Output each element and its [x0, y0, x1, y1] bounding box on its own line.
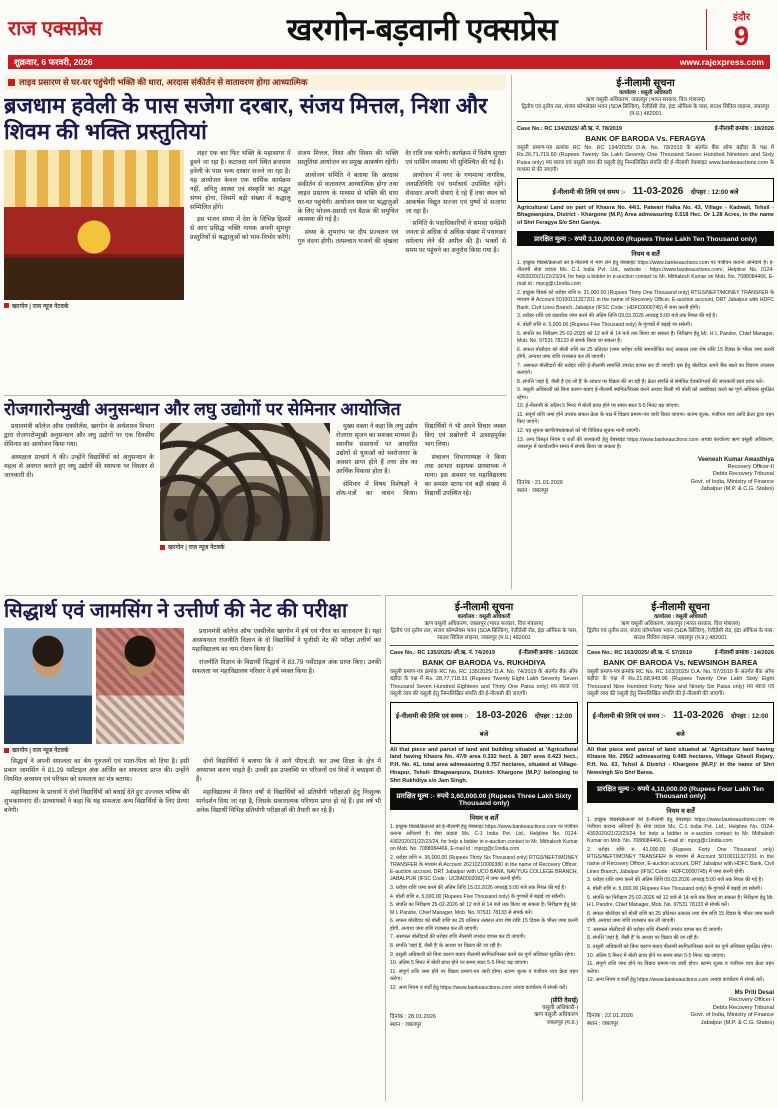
- signatory-line: (प्रीति देसाई): [550, 997, 578, 1004]
- auction-date-label: ई-नीलामी की तिथि एवं समय :-: [552, 188, 626, 196]
- seminar-paragraph: संचालन विभागाध्यक्ष ने किया तथा आभार सहायक प्राध्यापक ने माना। इस अवसर पर महाविद्यालय का समस्त स्टाफ एवं बड़ी संख्या में विद्यार्थी उपस्थित रहे।: [424, 453, 506, 497]
- signatory-line: Recovery Officer-I: [729, 997, 774, 1004]
- term-item: 1. इच्छुक बिडर्स/क्रेताओं को ई-नीलामी हेतु वेबसाइट https://www.bankeauctions.com पर पंजीयन कराना अनिवार्य है। सेवा प्रदाता Ms. C-1 India Pvt. Ltd., Helpline No. 0124-4302020/21/22/23/24, for help a bidder in e-auction contact to Mr. Mithalesh Kumar on Mob. No. 7088084466, E-mail id : mpcg@c1india.com: [390, 824, 578, 852]
- auction-date-label: ई-नीलामी की तिथि एवं समय :-: [592, 712, 666, 720]
- paper-logo: राज एक्सप्रेस: [8, 17, 103, 40]
- reserve-label: प्रारक्षित मूल्य :- रुपये: [534, 235, 587, 243]
- signatory-line: Ms Priti Desai: [734, 990, 774, 997]
- case-number: Case No.: RC 134/2025/ औ.ऋ. नं. 78/2019: [517, 125, 623, 132]
- caption-bullet-icon: [4, 303, 9, 308]
- terms-title: नियम व शर्तें: [469, 815, 499, 823]
- net-photo-pair: [4, 628, 186, 744]
- term-item: 3. धरोहर राशि जमा करने की अंतिम तिथि 09.03.2026 अपराह्न 5:00 बजे तक नियत की गई है।: [587, 877, 764, 884]
- signatory-line: Recovery Officer-II: [727, 463, 774, 470]
- property-description: Agricultural Land on part of Khasra No. 44/1, Patwari Halka No. 43, Village - Kadwali, Tehsil - Bhagwanpura, District - Khargone (M.P.) Area admeasuring 0.518 Hec. Or 1.28 Acres, in the name of Shri Feragya S/o Shri Ganiya.: [517, 204, 774, 227]
- terms-title: नियम व शर्तें: [666, 807, 695, 815]
- reserve-words: (Rupees Three Lakh Sixty Thousand only): [458, 793, 572, 808]
- lead-paragraph: संध्या के शुभारंभ पर दीप प्रज्वलन एवं गुरु वंदना होगी। तत्पश्चात भजनों की श्रृंखला देर रात्रि तक चलेगी। कार्यक्रम में विशेष सुरक्षा एवं पार्किंग व्यवस्था भी सुनिश्चित की गई है।: [297, 149, 506, 246]
- reserve-price-bar: [390, 788, 578, 810]
- seminar-article: [4, 395, 506, 589]
- terms-title: नियम व शर्तें: [631, 250, 660, 258]
- auction-time: दोपहर : 12:00 बजे: [690, 188, 739, 196]
- term-item: 5. संपत्ति का निरीक्षण 25-02-2026 को 12 बजे से 14 बजे तक किया जा सकता है। निरीक्षण हेतु Mr. M L Pandre, Chief Manager, Mob. No. 97531 78133 से संपर्क करें।: [390, 902, 578, 916]
- reserve-words: (Rupees Four Lakh Ten Thousand only): [655, 785, 764, 800]
- caption-bullet-icon: [160, 545, 165, 550]
- lead-photo-block: [4, 150, 184, 310]
- auction-notice-1: [511, 75, 774, 589]
- newspaper-page: [0, 6, 778, 1108]
- notice-office-line: ऋण वसूली अधिकरण, जबलपुर (भारत सरकार, वित्त मंत्रालय): [621, 621, 740, 628]
- term-item: 2. इच्छुक बिडर्स को धरोहर राशि रु. 31,000.00 (Rupees Thirty One Thousand only) RTGS/NEFT/MONEY TRANSFER के माध्यम से Account 50100111327201 in the name of Recovery Officer, E-auction account, DRT Jabalpur with HDFC Bank, Civil Lines Branch, Jabalpur (IFSC Code : HDFC0000745) में जमा करनी होगी।: [517, 290, 774, 311]
- net-headline: सिद्धार्थ एवं जामसिंग ने उत्तीर्ण की नेट की परीक्षा: [4, 600, 348, 622]
- term-item: 8. संपत्ति 'जहां है, जैसी है' के आधार पर विक्रय की जा रही है।: [587, 935, 699, 942]
- case-number: Case No.: RC 163/2025/ औ.ऋ. नं. 57/2019: [587, 649, 693, 656]
- lead-photo: [4, 150, 184, 300]
- term-item: 5. संपत्ति का निरीक्षण 25-02-2026 को 12 बजे से 14 बजे तक किया जा सकता है। निरीक्षण हेतु Mr. H L Pandre, Chief Manager, Mob. No. 97531 78133 से संपर्क करें।: [587, 894, 774, 908]
- signatory-line: Veenesh Kumar Awasthiya: [697, 456, 774, 463]
- signatory-line: Debts Recovery Tribunal: [712, 471, 774, 478]
- term-item: 9. वसूली अधिकारी को बिना कारण बताए नीलामी स्थगित/निरस्त करने का पूर्ण अधिकार सुरक्षित रहेगा।: [587, 944, 773, 950]
- page-content: [4, 69, 774, 1103]
- seminar-photo-caption: [160, 543, 330, 551]
- kicker-bullet-icon: [8, 79, 15, 86]
- lead-body-text: [190, 150, 506, 310]
- seminar-photo-block: [160, 423, 330, 551]
- notice-office-block: [517, 90, 774, 122]
- case-number: Case No.: RC 135/2025/ औ.ऋ. नं. 74/2019: [390, 649, 496, 656]
- student-portrait-1: [4, 628, 92, 744]
- term-item: 2. धरोहर राशि रु. 36,000.00 (Rupees Thirty Six Thousand only) RTGS/NEFT/MONEY TRANSFER के माध्यम से Account 26210210000380 in the name of Recovery Officer, E-auction account, DRT Jabalpur with UCO BANK, NAVYUG COLLEGE BRANCH, JABALPUR (IFSC Code : UCBA0002082) में जमा करनी होगी।: [390, 854, 578, 883]
- auction-date: 11-03-2026: [672, 709, 724, 721]
- auction-date-box: [587, 702, 774, 744]
- term-item: 3. धरोहर राशि एवं दस्तावेज जमा करने की अंतिम तिथि 09.03.2026 अपराह्न 5:00 बजे तक नियत की गई है।: [517, 313, 718, 320]
- term-item: 10. ई-नीलामी के अंतिम 5 मिनट में बोली प्राप्त होने पर समय स्वतः 5-5 मिनट बढ़ जाएगा।: [517, 403, 680, 410]
- notice-office-line: कार्यालय : वसूली अधिकारी: [654, 614, 707, 620]
- term-item: 8. संपत्ति 'जहां है, जैसी है' के आधार पर विक्रय की जा रही है।: [390, 942, 502, 949]
- notice-date: दिनांक : 21.01.2026: [517, 479, 563, 486]
- lead-paragraph: समिति के पदाधिकारियों ने समस्त धर्मप्रेमी जनता से अधिक से अधिक संख्या में पधारकर धर्मलाभ लेने की अपील की है। भक्तों से समय पर पहुंचने का अनुरोध किया गया है।: [405, 220, 506, 255]
- term-item: 7. असफल बोलीदारों की धरोहर राशि ई-नीलामी समाप्ति उपरांत वापस कर दी जाएगी। इस हेतु बोलीदार अपने बैंक खाते का विवरण उपलब्ध कराएंगे।: [517, 362, 774, 376]
- net-photo-block: [4, 628, 186, 754]
- title-wrap: [138, 8, 706, 50]
- net-body-bottom: [4, 758, 381, 820]
- auction-number: ई-नीलामी क्रमांक : 18/2026: [714, 125, 774, 132]
- lead-caption-text: खरगोन | राज न्यूज नेटवर्क: [12, 303, 69, 310]
- page-title: खरगोन-बड़वानी एक्सप्रेस: [286, 12, 558, 47]
- signatory-line: Jabalpur (M.P. & C.G. States): [700, 486, 774, 493]
- lead-article: [4, 75, 506, 389]
- signatory-line: जबलपुर (म.प्र.): [546, 1019, 578, 1026]
- auction-notice-2: [385, 595, 578, 1101]
- net-paragraph: महाविद्यालय में विगत वर्षों से विद्यार्थियों को प्रतियोगी परीक्षाओं हेतु निःशुल्क मार्गदर्शन दिया जा रहा है, जिसके सकारात्मक परिणाम प्राप्त हो रहे हैं। इस वर्ष भी अनेक विद्यार्थी विभिन्न प्रतियोगी परीक्षाओं की तैयारी कर रहे हैं।: [196, 788, 381, 814]
- term-item: 10. अंतिम 5 मिनट में बोली प्राप्त होने पर समय स्वतः 5-5 मिनट बढ़ जाएगा।: [587, 952, 726, 959]
- term-item: 4. बोली राशि रु. 5,000.00 (Rupees Five Thousand only) के गुणकों में बढ़ाई जा सकेगी।: [517, 322, 692, 329]
- edition-name: इंदौर: [733, 11, 750, 23]
- auction-time: दोपहर : 12:00 बजे: [479, 712, 573, 738]
- net-paragraph: सिद्धार्थ ने अपनी सफलता का श्रेय गुरुजनों एवं माता-पिता को दिया है। इसी प्रकार जामसिंग ने 81.29 पर्सेंटाइल अंक अर्जित कर सफलता प्राप्त की। उन्होंने नियमित अध्ययन एवं परिश्रम को सफलता का मंत्र बताया।: [4, 758, 189, 783]
- notice-office-line: ऋण वसूली अधिकरण, जबलपुर (भारत सरकार, वित्त मंत्रालय): [424, 621, 544, 628]
- notice-case-row: [587, 648, 774, 656]
- notice-date-place: [517, 478, 563, 494]
- net-exam-article: [4, 595, 381, 1101]
- seminar-paragraph: अध्यक्षता प्राचार्य ने की। उन्होंने विद्यार्थियों को अनुसन्धान के महत्व से अवगत कराते हुए लघु उद्योगों की स्थापना पर विस्तार से जानकारी दी।: [4, 453, 154, 479]
- notice-footer: [517, 456, 774, 494]
- auction-number: ई-नीलामी क्रमांक : 16/2026: [518, 649, 578, 656]
- notice-office-line: ऋण वसूली अधिकरण, जबलपुर (भारत सरकार, वित्त मंत्रालय): [586, 97, 705, 104]
- signatory-line: Govt. of India, Ministry of Finance: [690, 1012, 774, 1019]
- notice-office-block: [587, 614, 774, 646]
- seminar-paragraph: प्रधानमंत्री कॉलेज ऑफ एक्सीलेंस, खरगोन के अर्थशास्त्र विभाग द्वारा रोजगारोन्मुखी अनुसन्धान और लघु उद्योगों पर एक दिवसीय सेमिनार का आयोजन किया गया।: [4, 423, 154, 448]
- net-photo-caption: [4, 746, 186, 754]
- notice-case-row: [390, 648, 578, 656]
- notice-title: ई-नीलामी सूचना: [651, 602, 710, 613]
- term-item: 9. वसूली अधिकारी को बिना कारण बताए नीलामी स्थगित/निरस्त करने का पूर्ण अधिकार सुरक्षित रहेगा।: [390, 951, 576, 958]
- property-description: All that piece and parcel of land situated at 'Agriculture land having Khasra No. 295/2 admeasuring 0.485 hectares, Village Gheoli Rojary, P.H. No. 63, Tehsil & District - Khargone (M.P.)' in the name of Shri Newsingh S/o Shri Barea.: [587, 746, 774, 776]
- lead-paragraph: आयोजन समिति ने बताया कि अरदास संकीर्तन से वातावरण आध्यात्मिक होगा तथा लाइव प्रसारण के माध्यम से भक्ति की धारा घर-घर पहुंचेगी। आयोजन स्थल पर श्रद्धालुओं के लिए भोजन-प्रसादी एवं बैठक की समुचित व्यवस्था की गई है।: [297, 171, 399, 224]
- term-item: 5. संपत्ति का निरीक्षण 25-02-2026 को 12 बजे से 14 बजे तक किया जा सकता है। निरीक्षण हेतु Mr. H L Pandre, Chief Manager, Mob. No. 97531 78133 से संपर्क किया जा सकता है।: [517, 330, 774, 344]
- reserve-price-bar: [587, 781, 774, 803]
- reserve-words: (Rupees Three Lakh Ten Thousand only): [625, 235, 757, 243]
- auction-date-label: ई-नीलामी की तिथि एवं समय :-: [395, 712, 469, 720]
- net-paragraph: राजनीति विज्ञान के विद्यार्थी सिद्धार्थ ने 83.79 पर्सेंटाइल अंक प्राप्त किए। उनकी सफलता पर महाविद्यालय परिवार ने हर्ष व्यक्त किया है।: [192, 658, 381, 675]
- term-item: 7. असफल बोलीदारों की धरोहर राशि नीलामी उपरांत वापस कर दी जाएगी।: [587, 926, 723, 933]
- signatory-line: वसूली अधिकारी-I: [542, 1004, 578, 1011]
- net-paragraph: प्रधानमंत्री कॉलेज ऑफ एक्सीलेंस खरगोन में हर्ष एवं गौरव का वातावरण है। यहां अध्ययनरत राजनीति विज्ञान के दो विद्यार्थियों ने यूजीसी नेट की परीक्षा उत्तीर्ण कर महाविद्यालय का नाम रोशन किया है।: [192, 628, 381, 653]
- notice-place: स्थान : जबलपुर: [587, 1021, 619, 1028]
- lead-photo-caption: [4, 302, 184, 310]
- dateline-bar: [8, 55, 770, 69]
- lead-kicker: [4, 75, 506, 90]
- signatory-line: Jabalpur (M.P. & C.G. States): [700, 1019, 774, 1026]
- notice-office-line: कार्यालय : वसूली अधिकारी: [457, 614, 511, 620]
- reserve-price-bar: [517, 231, 774, 246]
- auction-notice-3: [582, 595, 774, 1101]
- auction-date: 18-03-2026: [476, 709, 528, 721]
- notice-date: दिनांक : 22.01.2026: [587, 1013, 633, 1020]
- term-item: 1. इच्छुक बिडर्स/क्रेताओं को ई-नीलामी में भाग लेने हेतु वेबसाइट https://www.bankeauctions.com पर पंजीयन कराना अनिवार्य है। ई-नीलामी सेवा प्रदाता Ms. C-1 India Pvt. Ltd., website : https://www.bankeauctions.com/, Helpline No. 0124-4302020/21/22/23/24, for help a bidder in e-auction contact to Mr. Mithalesh Kumar on Mob. No. 7088084466, E-mail id : mpcg@c1india.com: [517, 259, 774, 288]
- reserve-price: 3,10,000.00: [588, 235, 625, 243]
- signatory-block: [691, 456, 774, 494]
- lead-paragraph: इस भजन संध्या में देश के विभिन्न हिस्सों से आए प्रसिद्ध भक्ति गायक अपनी सुमधुर प्रस्तुतियों से श्रद्धालुओं को भाव-विभोर करेंगे। संजय मित्तल, निशा और शिवम की भक्ति प्रस्तुतियां आयोजन का प्रमुख आकर्षण रहेंगी।: [190, 149, 399, 242]
- term-item: 13. अन्य विस्तृत नियम व शर्तों की जानकारी हेतु वेबसाइट https://www.bankeauctions.com अथवा कार्यालय ऋण वसूली अधिकरण, जबलपुर में कार्यालयीन समय में संपर्क किया जा सकता है।: [517, 436, 774, 450]
- term-item: 11. संपूर्ण राशि जमा होने पर विक्रय प्रमाण-पत्र जारी होगा। स्टाम्प शुल्क व पंजीयन व्यय क्रेता वहन करेगा।: [390, 969, 578, 983]
- reserve-price: 3,60,000.00: [450, 793, 487, 801]
- term-item: 1. इच्छुक बिडर्स/क्रेताओं को ई-नीलामी हेतु वेबसाइट https://www.bankeauctions.com पर पंजीयन कराना अनिवार्य है। सेवा प्रदाता Ms. C-1 India Pvt. Ltd., Helpline No. 0124-4302020/21/22/23/24, for help a bidder in e-auction contact to Mr. Mithalesh Kumar on Mob. No. 7088084466, E-mail id : mpcg@c1india.com: [587, 816, 774, 845]
- notice-office-line: द्वितीय एवं तृतीय तल, संजय कॉम्प्लेक्स भवन (SDA बिल्डिंग), रेजीडेंसी रोड, इंद्रा ऑफिस के पास, साउथ सिविल लाइन्स, जबलपुर (म.प्र.) 482001: [521, 104, 770, 118]
- notice-place: स्थान : जबलपुर: [390, 1021, 422, 1028]
- term-item: 6. सफल बोलीदार को बोली राशि का 25 प्रतिशत (जमा धरोहर राशि समायोजित कर) तत्काल तथा शेष राशि 15 दिवस के भीतर जमा करनी होगी, अन्यथा जमा राशि राजसात कर ली जाएगी।: [517, 346, 774, 360]
- recovery-text: वसूली प्रमाण-पत्र क्रमांक RC No. RC 135/2025/ D.A. No. 74/2019 के अंतर्गत बैंक ऑफ बड़ौदा के पक्ष में Rs. 28,77,718.31 (Rupees Twenty Eight Lakh Seventy Seven Thousand Seven Hundred Eighteen and Thirty One Paisa only) मय ब्याज एवं वसूली व्यय की वसूली हेतु निम्नलिखित संपत्ति की ई-नीलामी की जाएगी।: [390, 668, 578, 698]
- term-item: 7. असफल बोलीदारों की धरोहर राशि नीलामी उपरांत वापस कर दी जाएगी।: [390, 934, 526, 941]
- auction-date: 11-03-2026: [632, 185, 684, 197]
- website-link[interactable]: www.rajexpress.com: [679, 57, 764, 67]
- notice-date: दिनांक : 28.01.2026: [390, 1013, 436, 1020]
- term-item: 12. यह सूचना ऋणी/बंधककर्ता को भी विधिवत सूचना मानी जाएगी।: [517, 427, 640, 434]
- auction-number: ई-नीलामी क्रमांक : 14/2026: [714, 649, 774, 656]
- lead-body-row: [4, 150, 506, 310]
- lead-paragraph: शहर एक बार फिर भक्ति के महासागर में डूबने जा रहा है। कटावदा मार्ग स्थित ब्रजधाम हवेली के पास भव्य दरबार सजने जा रहा है। यह आयोजन केवल एक धार्मिक कार्यक्रम नहीं, अपितु आस्था एवं संस्कृति का अद्भुत संगम होगा, जिसमें बड़ी संख्या में श्रद्धालु सम्मिलित होंगे।: [190, 149, 291, 211]
- reserve-price: 4,10,000.00: [651, 785, 687, 793]
- signatory-line: Govt. of India, Ministry of Finance: [690, 478, 774, 485]
- seminar-photo: [160, 423, 330, 541]
- signatory-line: Debts Recovery Tribunal: [712, 1004, 774, 1011]
- seminar-body-right: [336, 423, 506, 551]
- page-number: 9: [733, 20, 750, 51]
- terms-list: [390, 824, 578, 994]
- notice-title: ई-नीलामी सूचना: [616, 78, 675, 89]
- notice-title: ई-नीलामी सूचना: [454, 602, 514, 613]
- lead-headline: ब्रजधाम हवेली के पास सजेगा दरबार, संजय मित्तल, निशा और शिवम की भक्ति प्रस्तुतियां: [4, 93, 488, 144]
- student-portrait-2: [96, 628, 184, 744]
- bank-vs-title: BANK OF BARODA Vs. FERAGYA: [585, 133, 706, 143]
- term-item: 12. अन्य नियम व शर्तों हेतु https://www.bankeauctions.com अथवा कार्यालय में संपर्क करें।: [390, 985, 568, 992]
- term-item: 3. धरोहर राशि जमा करने की अंतिम तिथि 15.03.2026 अपराह्न 5:00 बजे तक नियत की गई है।: [390, 884, 567, 891]
- lead-kicker-text: लाइव प्रसारण से घर-घर पहुंचेगी भक्ति की धारा, अरदास संकीर्तन से वातावरण होगा आध्यात्मिक: [19, 77, 308, 87]
- signatory-block: [534, 997, 578, 1028]
- term-item: 4. बोली राशि रु. 5,000.00 (Rupees Five Thousand only) के गुणकों में बढ़ाई जा सकेगी।: [390, 893, 565, 900]
- recovery-text: वसूली प्रमाण-पत्र क्रमांक RC No. RC 134/2025/ D.A. No. 78/2019 के अंतर्गत बैंक ऑफ बड़ौदा के पक्ष में Rs.26,71,719.60 (Rupees Twenty Six Lakh Seventy One Thousand Seven Hundred Nineteen and Sixty Paisa only) मय ब्याज एवं वसूली व्यय की वसूली हेतु निम्नलिखित संपत्ति की ई-नीलामी वेबसाइट www.bankeauctions.com के माध्यम से की जाएगी।: [517, 144, 774, 174]
- term-item: 6. सफल बोलीदार को बोली राशि का 25 प्रतिशत तत्काल तथा शेष राशि 15 दिवस के भीतर जमा करनी होगी, अन्यथा जमा राशि राजसात कर ली जाएगी।: [587, 910, 774, 924]
- seminar-caption-text: खरगोन | राज न्यूज नेटवर्क: [168, 545, 225, 552]
- auction-date-box: [517, 178, 774, 202]
- notice-office-line: द्वितीय एवं तृतीय तल, संजय कॉम्प्लेक्स भवन (SDA बिल्डिंग), रेजीडेंसी रोड, इंद्रा ऑफिस के पास, साउथ सिविल लाइन्स, जबलपुर (म.प्र.) 482001: [390, 628, 578, 642]
- notice-date-place: [390, 1012, 436, 1028]
- notice-footer: [587, 989, 774, 1027]
- terms-list: [587, 817, 774, 987]
- lead-paragraph: आयोजन में नगर के गणमान्य नागरिक, जनप्रतिनिधि एवं धर्माचार्य उपस्थित रहेंगे। सेवादार अपनी सेवाएं दे रहे हैं तथा स्थल को आकर्षक विद्युत सज्जा एवं पुष्पों से सजाया जा रहा है।: [405, 171, 506, 215]
- notice-place: स्थान : जबलपुर: [517, 487, 549, 494]
- term-item: 9. वसूली अधिकारी को बिना कारण बताए ई-नीलामी स्थगित/निरस्त करने अथवा किसी भी बोली को अस्वीकार करने का पूर्ण अधिकार सुरक्षित रहेगा।: [517, 387, 774, 401]
- auction-date-box: [390, 702, 578, 744]
- seminar-body-left: [4, 423, 154, 551]
- net-paragraph: महाविद्यालय के प्राचार्य ने दोनों विद्यार्थियों को बधाई देते हुए उज्ज्वल भविष्य की शुभकामनाएं दीं। प्राध्यापकों ने कहा कि यह सफलता अन्य विद्यार्थियों के लिए प्रेरणा बनेगी।: [4, 788, 189, 814]
- caption-bullet-icon: [4, 748, 9, 753]
- seminar-body-row: [4, 423, 506, 551]
- property-description: All that piece and parcel of land and building situated at 'Agricultural land having Khasra No. 47/9 area 0.332 hect. & 38/7 area 0.423 hect., P.H. No. 41, total area admeasuring 0.757 hectares, situated at Village- Hirapur, Tehsil- Bhagwanpura, District- Khargone (M.P.)' belonging to Shri Rukhdiya s/o Jam Singh.: [390, 746, 578, 784]
- term-item: 2. धरोहर राशि रु. 41,000.00 (Rupees Forty One Thousand only) RTGS/NEFT/MONEY TRANSFER के माध्यम से Account 50100111327201 in the name of Recovery Officer, E-auction account, DRT Jabalpur with HDFC Bank, Civil Lines Branch, Jabalpur (IFSC Code : HDFC0000745) में जमा करनी होगी।: [587, 846, 774, 875]
- net-body-row: [4, 628, 381, 754]
- reserve-label: प्रारक्षित मूल्य :- रुपये: [396, 793, 449, 801]
- signatory-block: [691, 989, 774, 1027]
- reserve-label: प्रारक्षित मूल्य :- रुपये: [597, 785, 650, 793]
- notice-case-row: [517, 124, 774, 132]
- notice-date-place: [587, 1011, 633, 1027]
- bank-vs-title: BANK OF BARODA Vs. RUKHDIYA: [422, 657, 546, 667]
- net-caption-text: खरगोन | राज न्यूज नेटवर्क: [12, 748, 69, 754]
- issue-date: शुक्रवार, 6 फरवरी, 2026: [14, 56, 93, 67]
- net-body-side: [192, 628, 381, 754]
- masthead: [8, 6, 770, 52]
- seminar-paragraph: सेमिनार में विषय विशेषज्ञों ने शोध-पत्रों का वाचन किया। विद्यार्थियों ने भी अपने विचार व्यक्त किए एवं प्रश्नोत्तरी में उत्साहपूर्वक भाग लिया।: [336, 423, 506, 497]
- term-item: 4. बोली राशि रु. 5,000.00 (Rupees Five Thousand only) के गुणकों में बढ़ाई जा सकेगी।: [587, 885, 762, 892]
- term-item: 12. अन्य नियम व शर्तों हेतु https://www.bankeauctions.com अथवा कार्यालय में संपर्क करें।: [587, 977, 765, 984]
- bank-vs-title: BANK OF BARODA Vs. NEWSINGH BAREA: [603, 657, 758, 667]
- auction-time: दोपहर : 12:00 बजे: [676, 712, 769, 738]
- seminar-headline: रोजगारोन्मुखी अनुसन्धान और लघु उद्योगों पर सेमिनार आयोजित: [4, 399, 401, 419]
- term-item: 11. संपूर्ण राशि जमा होने उपरांत सफल क्रेता के पक्ष में विक्रय प्रमाण-पत्र जारी किया जाएगा। स्टाम्प शुल्क, पंजीयन व्यय आदि क्रेता द्वारा वहन किए जाएंगे।: [517, 411, 774, 426]
- notice-office-line: कार्यालय : वसूली अधिकारी: [619, 90, 672, 96]
- seminar-paragraph: मुख्य वक्ता ने कहा कि लघु उद्योग रोजगार सृजन का सशक्त माध्यम हैं। स्थानीय संसाधनों पर आधारित उद्योगों से युवाओं को स्वरोजगार के अवसर प्राप्त होते हैं तथा क्षेत्र का आर्थिक विकास होता है।: [336, 423, 418, 475]
- edition-box: [706, 9, 770, 50]
- notice-office-block: [390, 614, 578, 646]
- term-item: 6. सफल बोलीदार को बोली राशि का 25 प्रतिशत तत्काल तथा शेष राशि 15 दिवस के भीतर जमा करनी होगी, अन्यथा जमा राशि राजसात कर ली जाएगी।: [390, 918, 578, 932]
- net-paragraph: दोनों विद्यार्थियों ने बताया कि वे आगे पीएच.डी. कर उच्च शिक्षा के क्षेत्र में अध्यापन करना चाहते हैं। उनकी इस उपलब्धि पर परिजनों एवं मित्रों ने बधाइयां दी हैं।: [196, 758, 381, 783]
- term-item: 11. संपूर्ण राशि जमा होने पर विक्रय प्रमाण-पत्र जारी होगा। स्टाम्प शुल्क व पंजीयन व्यय क्रेता वहन करेगा।: [587, 961, 774, 975]
- term-item: 10. अंतिम 5 मिनट में बोली प्राप्त होने पर समय स्वतः 5-5 मिनट बढ़ जाएगा।: [390, 960, 529, 967]
- terms-list: [517, 260, 774, 453]
- notice-office-line: द्वितीय एवं तृतीय तल, संजय कॉम्प्लेक्स भवन (SDA बिल्डिंग), रेजीडेंसी रोड, इंद्रा ऑफिस के पास, साउथ सिविल लाइन्स, जबलपुर (म.प्र.) 482001: [587, 628, 774, 642]
- notice-footer: [390, 997, 578, 1028]
- recovery-text: वसूली प्रमाण-पत्र क्रमांक RC No. RC 163/2025/ D.A. No. 57/2019 के अंतर्गत बैंक ऑफ बड़ौदा के पक्ष में Rs.21,68,949.96 (Rupees Twenty One Lakh Sixty Eight Thousand Nine Hundred Forty Nine and Ninety Six Paisa only) मय ब्याज एवं वसूली व्यय की वसूली हेतु निम्नलिखित संपत्ति की ई-नीलामी की जाएगी।: [587, 668, 774, 698]
- signatory-line: ऋण वसूली अधिकरण: [534, 1012, 578, 1019]
- term-item: 8. संपत्ति 'जहां है, जैसी है एवं जो है' के आधार पर विक्रय की जा रही है। क्रेता संपत्ति से संबंधित देयकों/भारों की जानकारी स्वयं प्राप्त करें।: [517, 378, 764, 385]
